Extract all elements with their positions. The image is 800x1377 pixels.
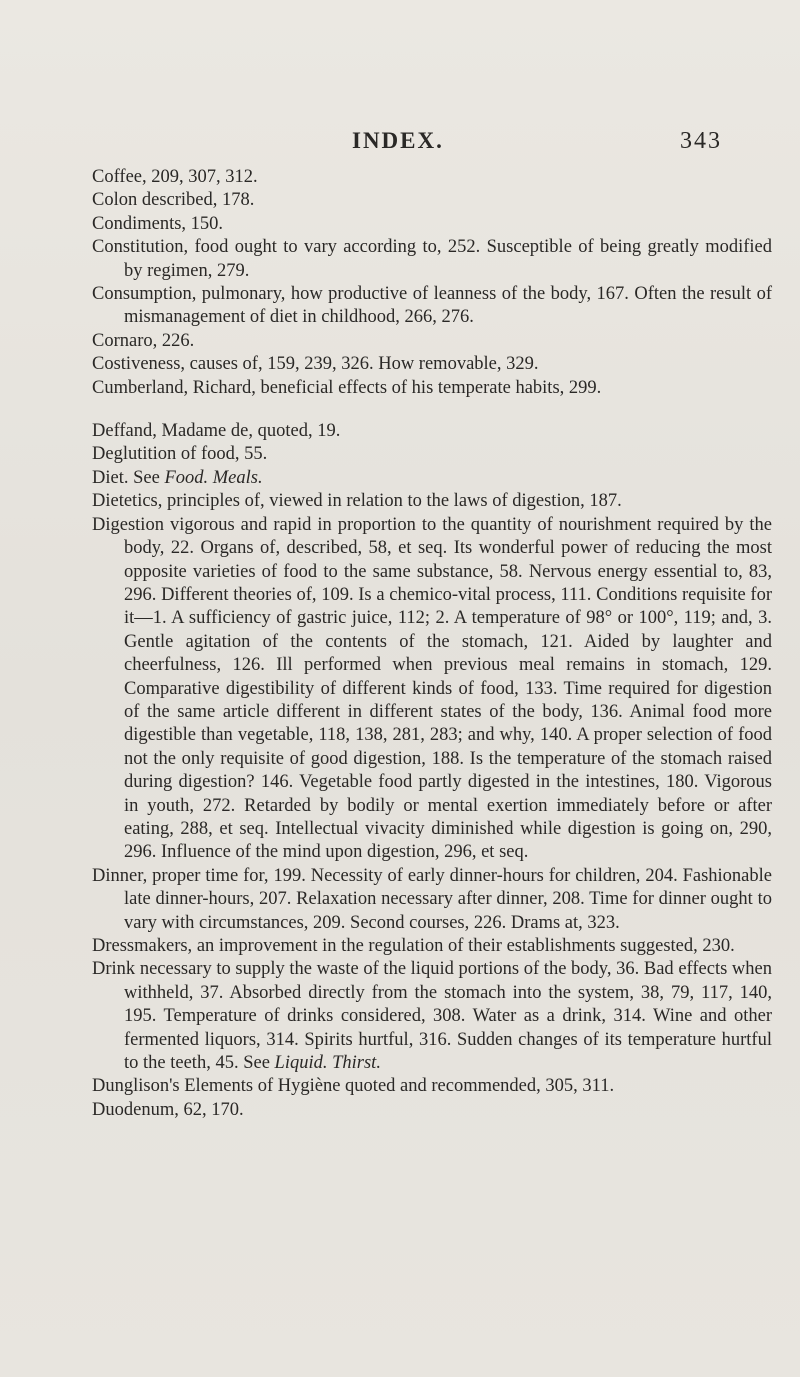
headword: Dinner, <box>92 865 148 886</box>
entry-text: of food, 55. <box>176 444 268 465</box>
entry-text: pulmonary, how productive of leanness of the body, 167. Often the result of mismanagement of diet in childhood, 266, 276. <box>124 284 772 328</box>
entry-text: 62, 170. <box>178 1099 244 1120</box>
section-gap <box>92 400 772 420</box>
index-entry-cumberland <box>92 377 772 400</box>
index-entry-constitution <box>92 236 772 283</box>
index-entry-dunglison <box>92 1075 772 1098</box>
entry-text: causes of, 159, 239, 326. How removable, 329. <box>185 354 539 375</box>
headword: Consumption, <box>92 284 197 305</box>
page-number: 343 <box>680 128 722 154</box>
index-entry-costiveness <box>92 353 772 376</box>
headword: Dressmakers, <box>92 936 193 956</box>
headword: Coffee, <box>92 167 147 187</box>
headword: Dietetics, <box>92 491 163 512</box>
index-entry-drink <box>92 958 772 1075</box>
entry-text: 209, 307, 312. <box>146 167 258 187</box>
index-entry-deffand <box>92 420 772 443</box>
cross-reference: Food. Meals. <box>164 467 263 488</box>
entry-text: described, 178. <box>137 190 255 211</box>
running-head-title: INDEX. <box>352 128 444 153</box>
index-entry-coffee <box>92 166 772 189</box>
headword: Colon <box>92 190 138 211</box>
index-entry-cornaro <box>92 330 772 353</box>
entry-text: 150. <box>186 213 224 234</box>
entry-text: See <box>128 467 165 488</box>
entry-text: 226. <box>157 330 195 351</box>
entry-text: Elements of Hygiène quoted and recommended, 305, 311. <box>179 1076 615 1097</box>
running-head <box>0 128 800 158</box>
headword: Cumberland, <box>92 377 189 398</box>
headword: Deglutition <box>92 444 177 465</box>
index-entry-diet <box>92 467 772 490</box>
index-entry-duodenum <box>92 1099 772 1122</box>
headword: Diet. <box>92 467 129 488</box>
entry-text: food ought to vary according to, 252. Susceptible of being greatly modified by regimen, 279. <box>124 237 772 281</box>
index-body <box>92 166 772 1122</box>
index-entry-colon <box>92 189 772 212</box>
index-entry-digestion <box>92 514 772 865</box>
headword: Constitution, <box>92 237 189 258</box>
entry-text: Richard, beneficial effects of his temperate habits, 299. <box>188 377 602 398</box>
index-entry-deglutition <box>92 443 772 466</box>
index-entry-dinner <box>92 865 772 935</box>
entry-text: necessary to supply the waste of the liquid portions of the body, 36. Bad effects when withheld, 37. Absorbed directly from the stomach into the system, 38, 79, 117, 140, 195. Temperature of drinks considered, 308. Water as a drink, 314. Wine and other fermented liquors, 314. Spirits hurtful, 316. Sudden changes of its temperature hurtful to the teeth, 45. See <box>124 959 772 1074</box>
headword: Deffand, <box>92 421 157 442</box>
index-entry-consumption <box>92 283 772 330</box>
entry-text: vigorous and rapid in proportion to the quantity of nourishment required by the body, 22. Organs of, described, 58, et seq. Its wonderful power of reducing the most opposite varieties of food to the same substance, 58. Nervous energy essential to, 83, 296. Different theories of, 109. Is a chemico-vital process, 111. Conditions requisite for it—1. A sufficiency of gastric juice, 112; 2. A temperature of 98° or 100°, 119; and, 3. Gentle agitation of the contents of the stomach, 121. Aided by laughter and cheerfulness, 126. Ill performed when previous meal remains in stomach, 129. Comparative digestibility of different kinds of food, 133. Time required for digestion of the same article different in different states of the body, 136. Animal food more digestible than vegetable, 118, 138, 281, 283; and why, 140. A proper selection of food not the only requisite of good digestion, 188. Is the temperature of the stomach raised during digestion? 146. Vegetable food partly digested in the intestines, 180. Vigorous in youth, 272. Retarded by bodily or mental exertion immediately before or after eating, 288, et seq. Intellectual vivacity diminished while digestion is going on, 290, 296. Influence of the mind upon digestion, 296, et seq. <box>124 514 772 863</box>
headword: Cornaro, <box>92 330 158 351</box>
index-entry-dietetics <box>92 490 772 513</box>
headword: Digestion <box>92 514 164 535</box>
headword: Duodenum, <box>92 1099 179 1120</box>
entry-text: principles of, viewed in relation to the laws of digestion, 187. <box>162 491 622 512</box>
headword: Drink <box>92 959 136 980</box>
headword: Costiveness, <box>92 354 186 375</box>
index-entry-dressmakers <box>92 935 772 958</box>
headword: Condiments, <box>92 213 187 234</box>
index-entry-condiments <box>92 213 772 236</box>
entry-text: Madame de, quoted, 19. <box>156 421 341 442</box>
entry-text: proper time for, 199. Necessity of early dinner-hours for children, 204. Fashionable late dinner-hours, 207. Relaxation necessary after dinner, 208. Time for dinner ought to vary with circumstances, 209. Second courses, 226. Drams at, 323. <box>124 865 772 933</box>
headword: Dunglison's <box>92 1076 180 1097</box>
cross-reference: Liquid. Thirst. <box>274 1053 381 1074</box>
entry-text: an improvement in the regulation of their establishments suggested, 230. <box>192 936 735 956</box>
